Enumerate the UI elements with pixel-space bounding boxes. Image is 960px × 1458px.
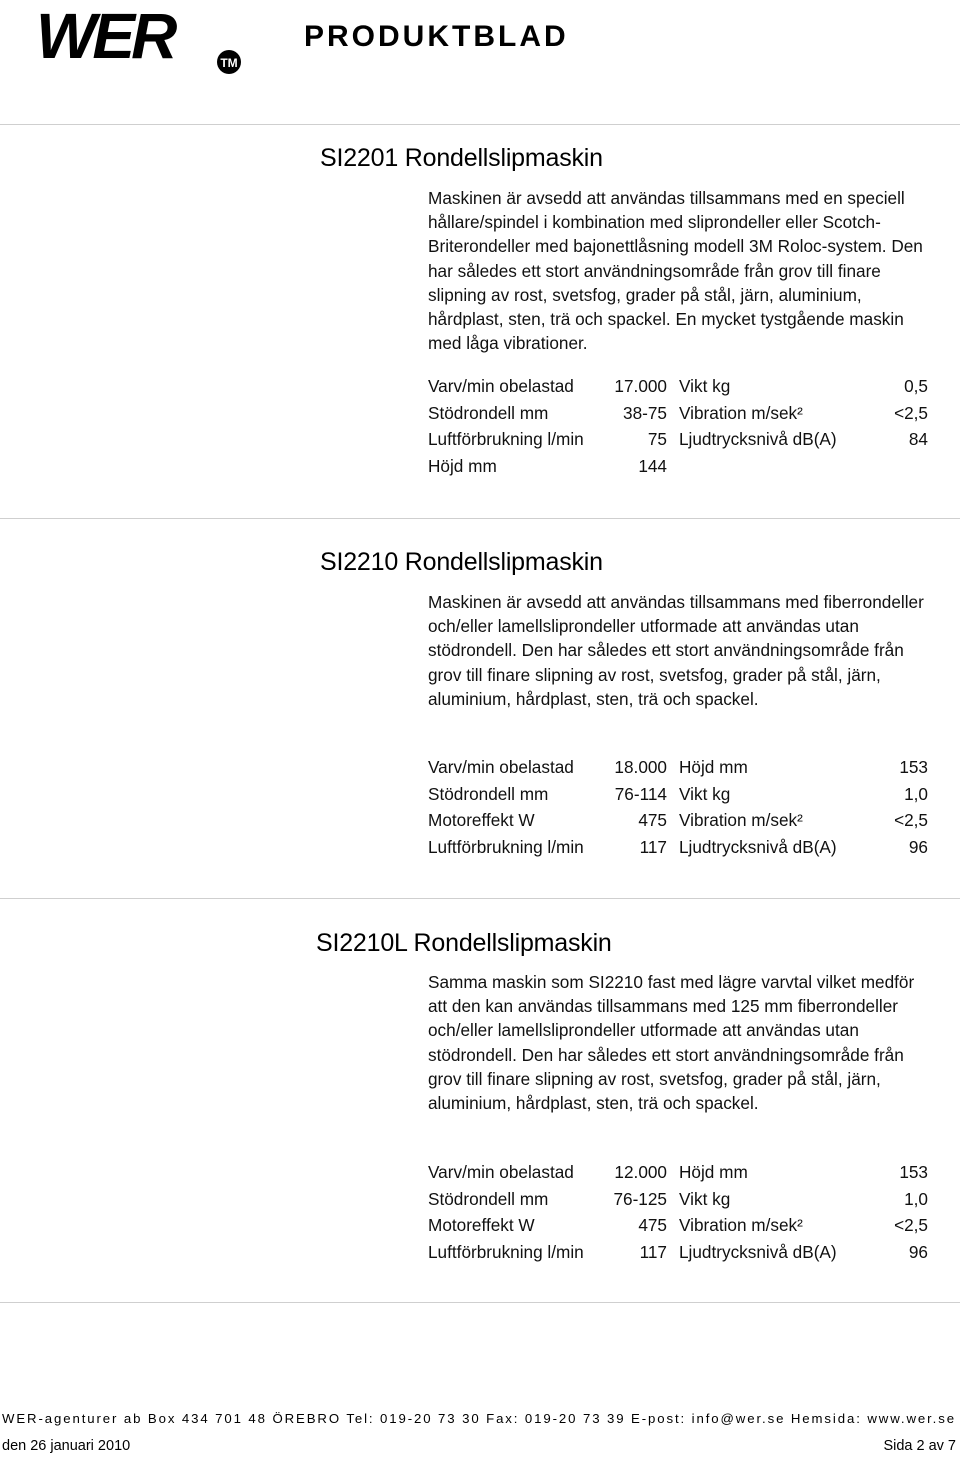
footer-contact-info: WER-agenturer ab Box 434 701 48 ÖREBRO Tel: 019-20 73 30 Fax: 019-20 73 39 E-post: info@wer.se Hemsida: www.wer.se [2, 1411, 956, 1426]
spec-value: <2,5 [894, 402, 928, 423]
spec-value: 0,5 [904, 376, 928, 396]
spec-table [428, 376, 930, 482]
spec-table [428, 757, 930, 863]
product-description: Maskinen är avsedd att användas tillsammans med en speciell hållare/spindel i kombination med sliprondeller eller Scotch-Briterondeller med bajonettlåsning modell 3M Roloc-system. Den har således ett stort användningsområde från grov till finare slipning av rost, svetsfog, grader på stål, järn, aluminium, hårdplast, sten, trä och spackel. En mycket tystgående maskin med låga vibrationer. [428, 188, 923, 354]
spec-value: 117 [639, 836, 667, 857]
product-title: SI2210L Rondellslipmaskin [316, 929, 612, 957]
spec-value: 144 [638, 455, 667, 476]
spec-label: Varv/min obelastad [428, 1162, 574, 1182]
spec-value: 153 [899, 757, 928, 777]
spec-row [428, 1215, 930, 1242]
spec-label: Motoreffekt W [428, 1215, 535, 1236]
spec-label: Luftförbrukning l/min [428, 1241, 584, 1262]
spec-value: 84 [908, 429, 928, 450]
spec-label: Vikt kg [679, 376, 731, 396]
spec-label: Höjd mm [679, 757, 748, 777]
spec-row [428, 1242, 930, 1269]
spec-row [428, 810, 930, 837]
spec-label: Stödrondell mm [428, 1188, 549, 1209]
spec-value: 475 [638, 1215, 667, 1236]
page-header [0, 0, 960, 80]
spec-label: Motoreffekt W [428, 810, 535, 831]
spec-value: 76-125 [613, 1188, 667, 1209]
spec-value: <2,5 [894, 1215, 928, 1236]
spec-label: Vikt kg [679, 1188, 731, 1209]
spec-label: Ljudtrycksnivå dB(A) [679, 836, 837, 857]
spec-value: 38-75 [623, 402, 667, 423]
spec-table [428, 1162, 930, 1268]
spec-label: Vibration m/sek² [679, 1215, 803, 1236]
spec-value: 76-114 [614, 783, 667, 804]
spec-row [428, 376, 930, 403]
spec-value: 153 [899, 1162, 928, 1182]
spec-value: 96 [908, 836, 928, 857]
spec-label: Vibration m/sek² [679, 402, 803, 423]
divider [0, 1302, 960, 1303]
wer-logo [36, 2, 251, 76]
spec-value: 18.000 [614, 757, 667, 777]
spec-label: Vibration m/sek² [679, 810, 803, 831]
spec-value: 117 [639, 1241, 667, 1262]
spec-label: Höjd mm [428, 455, 497, 476]
product-title: SI2210 Rondellslipmaskin [320, 548, 603, 576]
spec-label: Luftförbrukning l/min [428, 429, 584, 450]
spec-row [428, 784, 930, 811]
spec-label: Vikt kg [679, 783, 731, 804]
divider [0, 898, 960, 899]
spec-value: 12.000 [614, 1162, 667, 1182]
spec-row [428, 1189, 930, 1216]
svg-text:WER: WER [36, 2, 174, 72]
spec-label: Luftförbrukning l/min [428, 836, 584, 857]
spec-label: Varv/min obelastad [428, 376, 574, 396]
product-title: SI2201 Rondellslipmaskin [320, 144, 603, 172]
spec-label: Höjd mm [679, 1162, 748, 1182]
spec-row [428, 429, 930, 456]
footer-page-number: Sida 2 av 7 [883, 1438, 956, 1454]
spec-value: 75 [647, 429, 667, 450]
divider [0, 124, 960, 125]
product-description: Samma maskin som SI2210 fast med lägre varvtal vilket medför att den kan användas tillsammans med 125 mm fiberrondeller och/eller lamellsliprondeller utformade att användas utan stödrondell. Den har således ett stort användningsområde från grov till finare slipning av rost, svetsfog, grader på stål, järn, aluminium, hårdplast, sten, trä och spackel. [428, 972, 915, 1114]
spec-label: Stödrondell mm [428, 402, 549, 423]
spec-row [428, 403, 930, 430]
product-description: Maskinen är avsedd att användas tillsammans med fiberrondeller och/eller lamellsliprondeller utformade att användas utan stödrondell. Den har således ett stort användningsområde från grov till finare slipning av rost, svetsfog, grader på stål, järn, aluminium, hårdplast, sten, trä och spackel. [428, 592, 924, 709]
spec-value: 96 [908, 1241, 928, 1262]
spec-value: 1,0 [904, 783, 928, 804]
spec-label: Stödrondell mm [428, 783, 549, 804]
spec-label: Varv/min obelastad [428, 757, 574, 777]
svg-text:TM: TM [220, 56, 238, 70]
spec-value: 1,0 [904, 1188, 928, 1209]
spec-row [428, 456, 930, 483]
page-header-title: PRODUKTBLAD [304, 20, 569, 53]
spec-row [428, 837, 930, 864]
divider [0, 518, 960, 519]
spec-row [428, 1162, 930, 1189]
footer-date: den 26 januari 2010 [2, 1438, 131, 1454]
spec-value: <2,5 [894, 810, 928, 831]
spec-label: Ljudtrycksnivå dB(A) [679, 1241, 837, 1262]
spec-value: 17.000 [614, 376, 667, 396]
spec-label: Ljudtrycksnivå dB(A) [679, 429, 837, 450]
spec-value: 475 [638, 810, 667, 831]
spec-row [428, 757, 930, 784]
